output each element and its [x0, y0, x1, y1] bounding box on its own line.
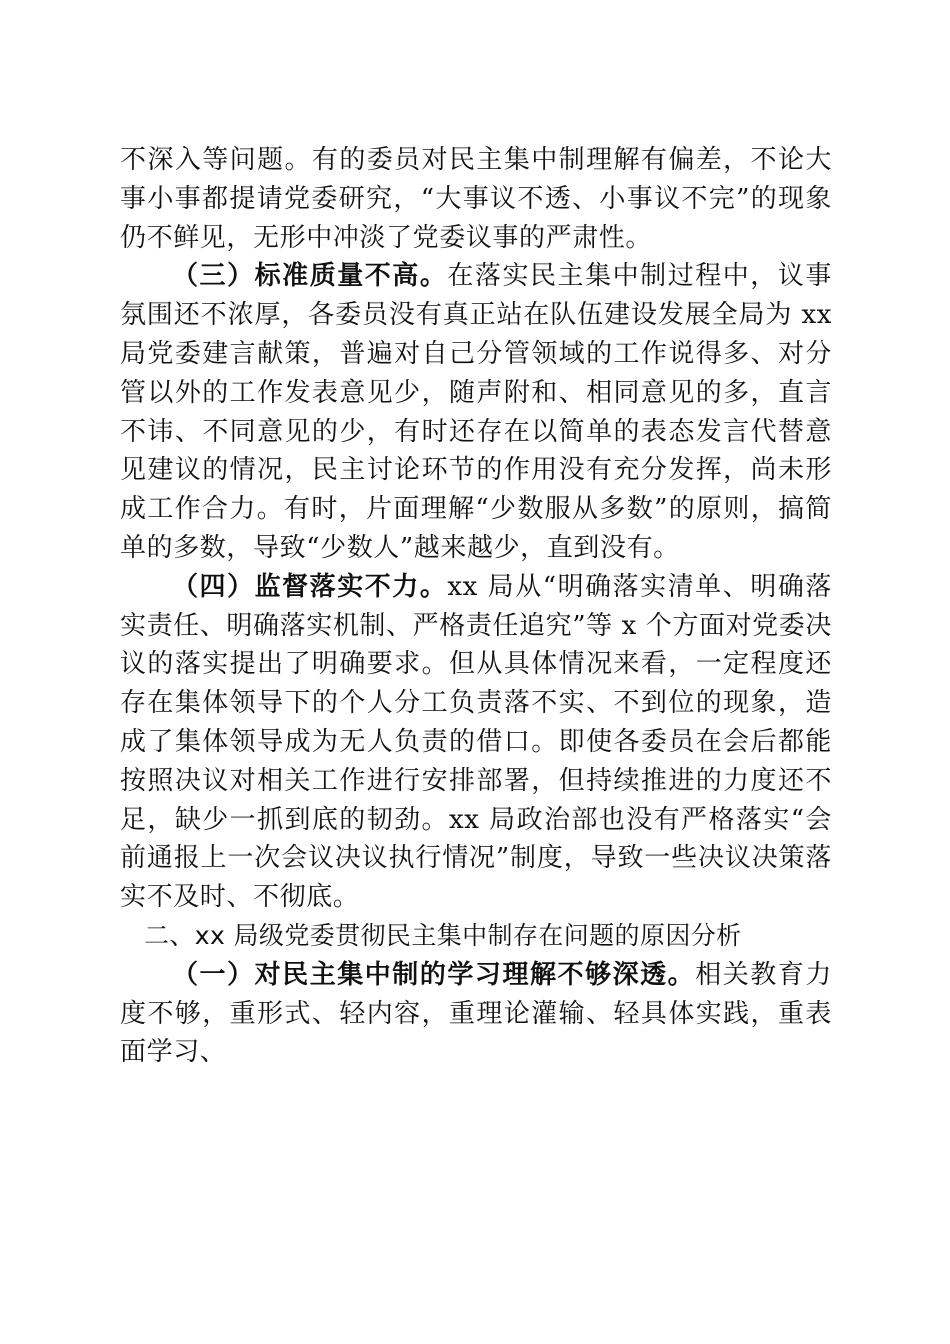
paragraph-lead: （三）标准质量不高。	[172, 261, 448, 292]
paragraph-text: 在落实民主集中制过程中，议事氛围还不浓厚，各委员没有真正站在队伍建设发展全局为 xx 局党委建言献策，普遍对自己分管领域的工作说得多、对分管以外的工作发表意见少，随声附和、相同意见的多，直言不讳、不同意见的少，有时还存在以简单的表态发言代替意见建议的情况，民主讨论环节的作用没有充分发挥，尚未形成工作合力。有时，片面理解“少数服从多数”的原则，搞简单的多数，导致“少数人”越来越少，直到没有。	[120, 261, 832, 563]
paragraph-supervision	[120, 568, 832, 917]
paragraph-text: xx 局从“明确落实清单、明确落实责任、明确落实机制、严格责任追究”等 x 个方面对党委决议的落实提出了明确要求。但从具体情况来看，一定程度还存在集体领导下的个人分工负责落不实、不到位的现象，造成了集体领导成为无人负责的借口。即使各委员在会后都能按照决议对相关工作进行安排部署，但持续推进的力度还不足，缺少一抓到底的韧劲。xx 局政治部也没有严格落实“会前通报上一次会议决议执行情况”制度，导致一些决议决策落实不及时、不彻底。	[120, 571, 832, 913]
paragraph-study-understanding	[120, 956, 832, 1072]
paragraph-standard-quality	[120, 257, 832, 567]
document-body	[120, 141, 832, 1072]
paragraph-lead: （四）监督落实不力。	[172, 571, 448, 602]
section-heading: 二、xx 局级党委贯彻民主集中制存在问题的原因分析	[144, 920, 742, 950]
paragraph-continuation	[120, 141, 832, 257]
paragraph-lead: （一）对民主集中制的学习理解不够深透。	[172, 959, 696, 990]
paragraph-text: 不深入等问题。有的委员对民主集中制理解有偏差，不论大事小事都提请党委研究，“大事议不透、小事议不完”的现象仍不鲜见，无形中冲淡了党委议事的严肃性。	[120, 145, 832, 253]
paragraph-text: 相关教育力度不够，重形式、轻内容，重理论灌输、轻具体实践，重表面学习、	[120, 959, 832, 1068]
